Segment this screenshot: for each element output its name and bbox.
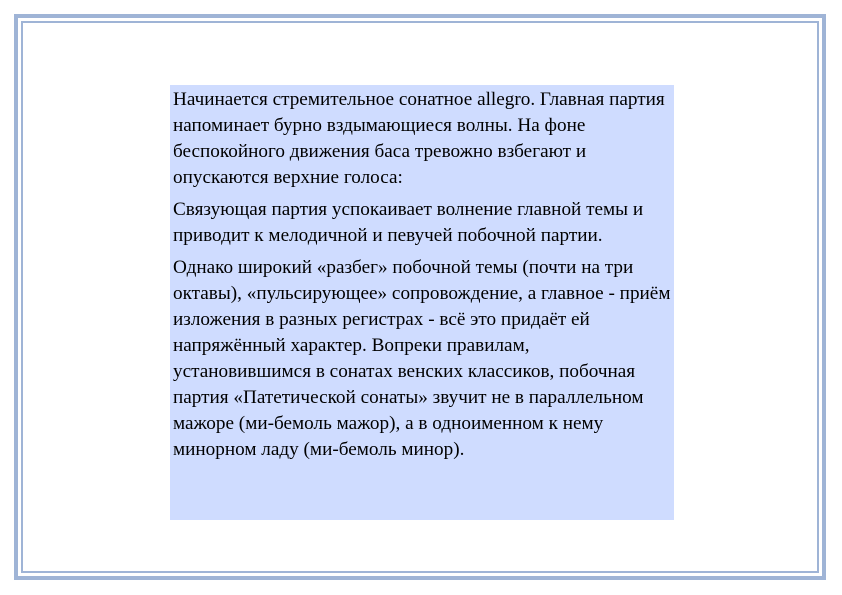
text-box[interactable] bbox=[170, 85, 674, 520]
paragraph-main-theme: Начинается стремительное сонатное allegro. Главная партия напоминает бурно вздымающиеся волны. На фоне беспокойного движения баса тревожно взбегают и опускаются верхние голоса: bbox=[173, 89, 665, 188]
paragraph-secondary-theme: Однако широкий «разбег» побочной темы (почти на три октавы), «пульсирующее» сопровождение, а главное - приём изложения в разных регистрах - всё это придаёт ей напряжённый характер. Вопреки правилам, установившимся в сонатах венских классиков, побочная партия «Патетической сонаты» звучит не в параллельном мажоре (ми-бемоль мажор), а в одноименном к нему минорном ладу (ми-бемоль минор). bbox=[173, 257, 671, 460]
paragraph-transition: Связующая партия успокаивает волнение главной темы и приводит к мелодичной и певучей побочной партии. bbox=[173, 199, 644, 246]
